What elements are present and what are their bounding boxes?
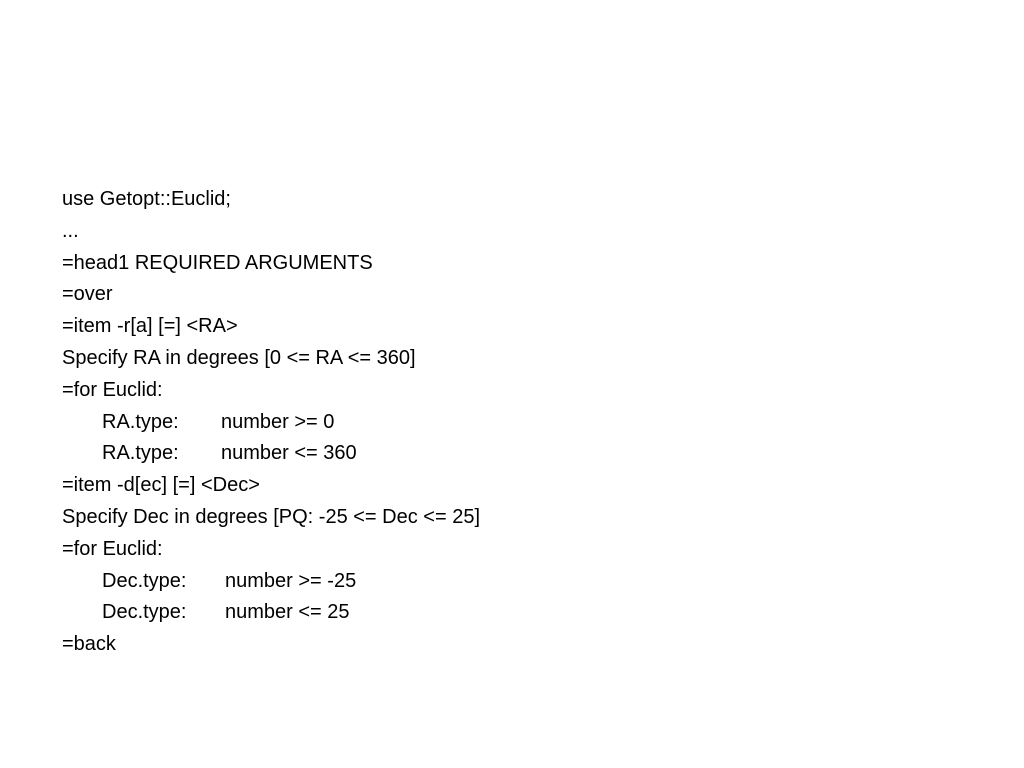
code-line: Specify RA in degrees [0 <= RA <= 360] <box>62 346 416 369</box>
type-key: RA.type: <box>102 442 179 465</box>
code-line: =item -d[ec] [=] <Dec> <box>62 474 260 497</box>
code-line: =for Euclid: <box>62 537 163 560</box>
code-line: =item -r[a] [=] <RA> <box>62 315 238 338</box>
code-line: use Getopt::Euclid; <box>62 188 231 210</box>
code-line-indented <box>62 597 962 629</box>
type-constraint: number >= -25 <box>225 569 357 592</box>
type-key: Dec.type: <box>102 569 187 592</box>
type-constraint: number <= 25 <box>225 601 350 624</box>
type-constraint: number >= 0 <box>221 410 335 433</box>
code-line-indented <box>62 566 962 598</box>
code-line: =back <box>62 633 116 656</box>
type-key: Dec.type: <box>102 601 187 624</box>
pod-code-block <box>62 184 962 661</box>
code-line: =over <box>62 283 113 306</box>
code-line: =head1 REQUIRED ARGUMENTS <box>62 251 373 274</box>
code-line: Specify Dec in degrees [PQ: -25 <= Dec <= 25] <box>62 505 481 528</box>
type-key: RA.type: <box>102 410 179 433</box>
type-constraint: number <= 360 <box>221 442 357 465</box>
code-line-indented <box>62 438 962 470</box>
code-line: =for Euclid: <box>62 378 163 401</box>
code-line-indented <box>62 407 962 439</box>
code-line: ... <box>62 219 79 242</box>
